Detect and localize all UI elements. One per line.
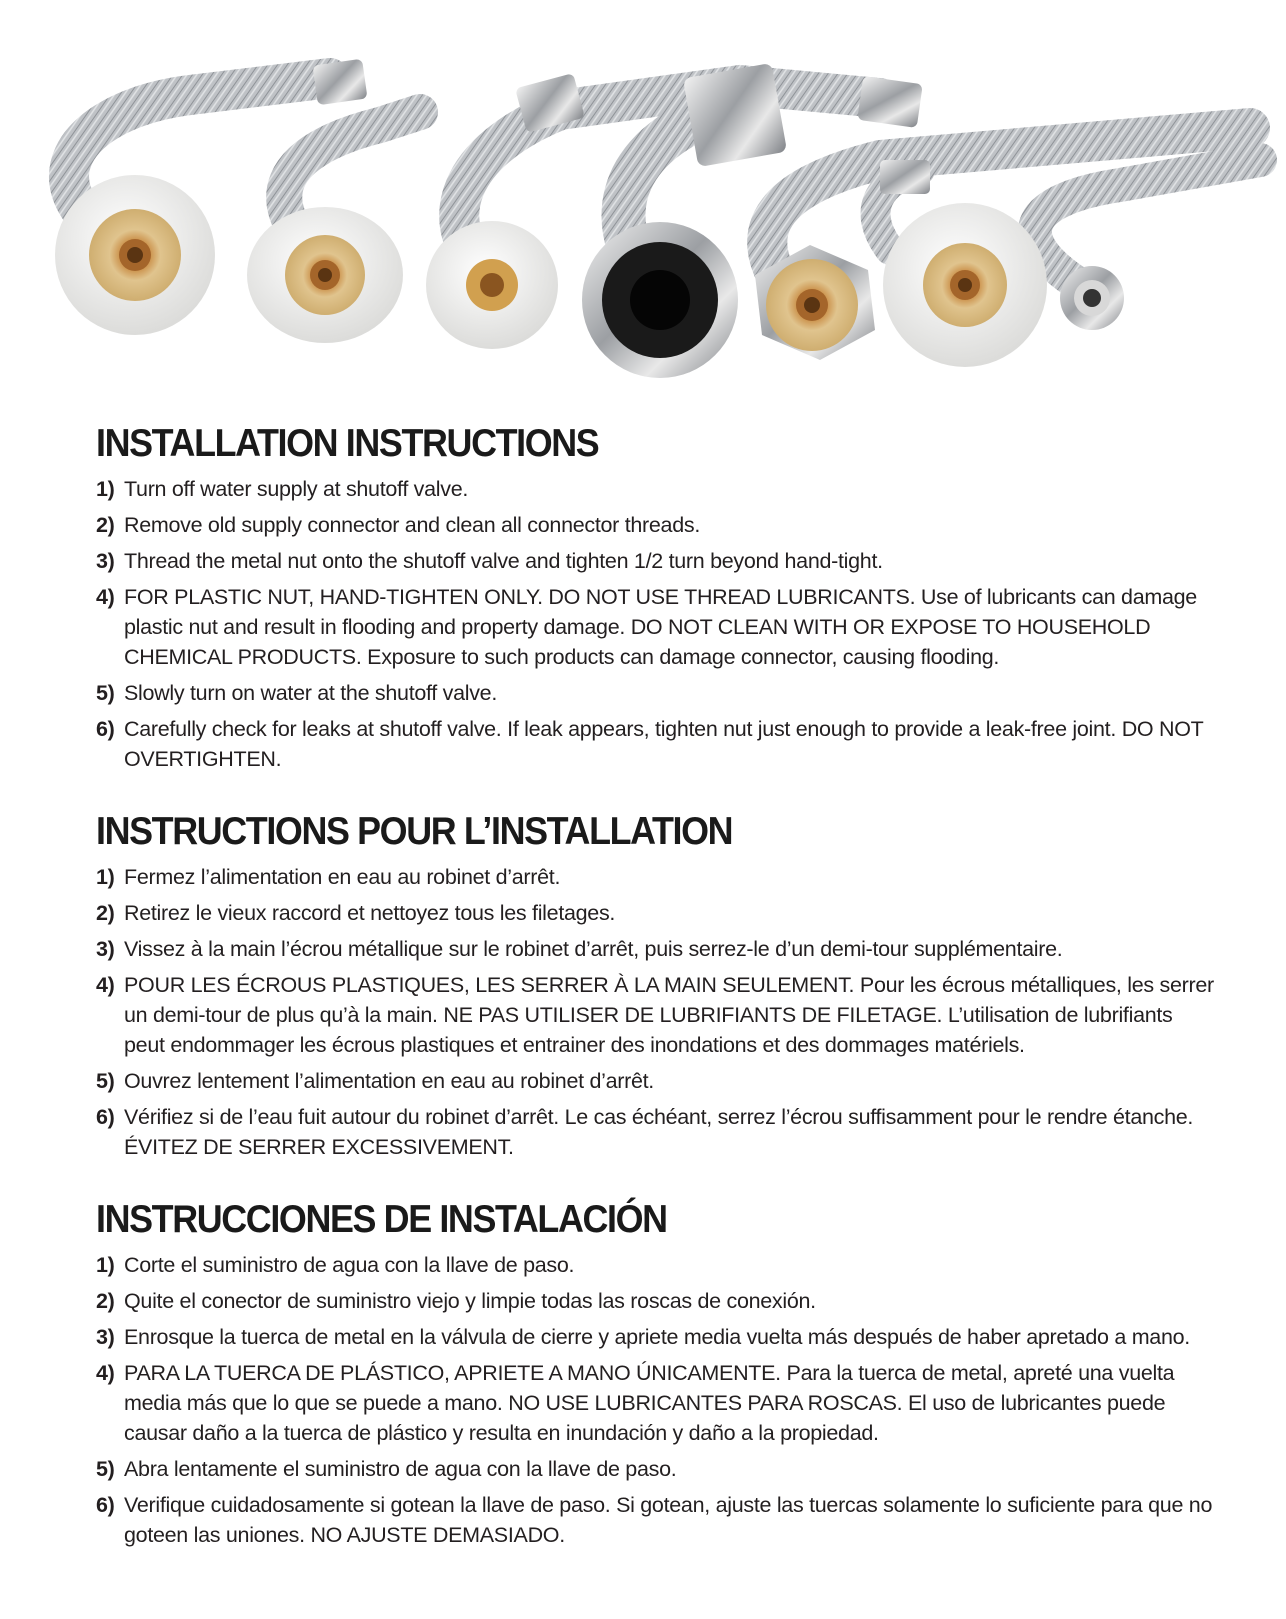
step-number: 2) <box>96 901 115 925</box>
product-photo <box>0 0 1286 400</box>
section-spanish <box>96 1198 1216 1556</box>
section-title: INSTALLATION INSTRUCTIONS <box>96 422 599 465</box>
step-text: POUR LES ÉCROUS PLASTIQUES, LES SERRER À LA MAIN SEULEMENT. Pour les écrous métalliques, les serrer un demi-tour de plus qu’à la main. NE PAS UTILISER DE LUBRIFIANTS DE FILETAGE. L’utilisation de lubrifiants peut endommager les écrous plastiques et entrainer des inondations et des dommages matériels. <box>124 973 1214 1057</box>
step-item <box>96 1358 1216 1448</box>
step-number: 3) <box>96 937 115 961</box>
step-number: 4) <box>96 1361 115 1385</box>
steps-list <box>96 1250 1216 1550</box>
step-item <box>96 1250 1216 1280</box>
step-text: Turn off water supply at shutoff valve. <box>124 477 469 501</box>
hose-7 <box>1035 160 1260 285</box>
compression-nut-connector <box>1060 266 1124 330</box>
step-number: 2) <box>96 1289 115 1313</box>
step-number: 3) <box>96 1325 115 1349</box>
step-text: Slowly turn on water at the shutoff valve. <box>124 681 498 705</box>
section-title: INSTRUCCIONES DE INSTALACIÓN <box>96 1198 667 1241</box>
step-item <box>96 714 1216 774</box>
step-text: Quite el conector de suministro viejo y limpie todas las roscas de conexión. <box>124 1289 816 1313</box>
plastic-star-nut-connector-2 <box>883 203 1047 367</box>
step-number: 6) <box>96 717 115 741</box>
step-text: Retirez le vieux raccord et nettoyez tous les filetages. <box>124 901 616 925</box>
step-number: 6) <box>96 1105 115 1129</box>
step-number: 1) <box>96 477 115 501</box>
steps-list <box>96 862 1216 1162</box>
step-number: 4) <box>96 585 115 609</box>
section-title: INSTRUCTIONS POUR L’INSTALLATION <box>96 810 733 853</box>
step-item <box>96 546 1216 576</box>
plastic-nut-with-brass-insert-connector <box>426 221 558 349</box>
step-item <box>96 1102 1216 1162</box>
step-text: Vérifiez si de l’eau fuit autour du robinet d’arrêt. Le cas échéant, serrez l’écrou suffisamment pour le rendre étanche. ÉVITEZ DE SERRER EXCESSIVEMENT. <box>124 1105 1194 1159</box>
steps-list <box>96 474 1216 774</box>
step-item <box>96 1454 1216 1484</box>
step-text: Abra lentamente el suministro de agua con la llave de paso. <box>124 1457 677 1481</box>
plastic-star-nut-connector <box>55 175 215 335</box>
step-text: Fermez l’alimentation en eau au robinet d’arrêt. <box>124 865 561 889</box>
step-text: Corte el suministro de agua con la llave de paso. <box>124 1253 575 1277</box>
step-number: 6) <box>96 1493 115 1517</box>
step-number: 5) <box>96 1069 115 1093</box>
step-item <box>96 474 1216 504</box>
step-text: Ouvrez lentement l’alimentation en eau au robinet d’arrêt. <box>124 1069 654 1093</box>
step-text: Carefully check for leaks at shutoff valve. If leak appears, tighten nut just enough to provide a leak-free joint. DO NOT OVERTIGHTEN. <box>124 717 1204 771</box>
step-text: PARA LA TUERCA DE PLÁSTICO, APRIETE A MANO ÚNICAMENTE. Para la tuerca de metal, apreté una vuelta media más que lo que se puede a mano. NO USE LUBRICANTES PARA ROSCAS. El uso de lubricantes puede causar daño a la tuerca de plástico y resulta en inundación y daño a la propiedad. <box>124 1361 1175 1445</box>
step-number: 2) <box>96 513 115 537</box>
step-item <box>96 1286 1216 1316</box>
section-english <box>96 422 1216 780</box>
step-item <box>96 1490 1216 1550</box>
step-number: 3) <box>96 549 115 573</box>
step-text: Remove old supply connector and clean all connector threads. <box>124 513 700 537</box>
step-text: Thread the metal nut onto the shutoff valve and tighten 1/2 turn beyond hand-tight. <box>124 549 883 573</box>
step-text: Verifique cuidadosamente si gotean la llave de paso. Si gotean, ajuste las tuercas solamente lo suficiente para que no goteen las uniones. NO AJUSTE DEMASIADO. <box>124 1493 1213 1547</box>
step-item <box>96 1066 1216 1096</box>
step-item <box>96 510 1216 540</box>
step-item <box>96 970 1216 1060</box>
section-french <box>96 810 1216 1168</box>
step-text: Enrosque la tuerca de metal en la válvula de cierre y apriete media vuelta más después de haber apretado a mano. <box>124 1325 1190 1349</box>
step-text: FOR PLASTIC NUT, HAND-TIGHTEN ONLY. DO NOT USE THREAD LUBRICANTS. Use of lubricants can damage plastic nut and result in flooding and property damage. DO NOT CLEAN WITH OR EXPOSE TO HOUSEHOLD CHEMICAL PRODUCTS. Exposure to such products can damage connector, causing flooding. <box>124 585 1197 669</box>
step-number: 5) <box>96 1457 115 1481</box>
step-item <box>96 1322 1216 1352</box>
step-item <box>96 898 1216 928</box>
step-number: 4) <box>96 973 115 997</box>
step-item <box>96 862 1216 892</box>
step-text: Vissez à la main l’écrou métallique sur le robinet d’arrêt, puis serrez-le d’un demi-tour supplémentaire. <box>124 937 1063 961</box>
step-number: 5) <box>96 681 115 705</box>
step-item <box>96 582 1216 672</box>
step-item <box>96 678 1216 708</box>
step-number: 1) <box>96 865 115 889</box>
plastic-wing-nut-connector <box>247 207 403 343</box>
step-item <box>96 934 1216 964</box>
step-number: 1) <box>96 1253 115 1277</box>
metal-nut-with-rubber-washer-connector <box>582 222 738 378</box>
